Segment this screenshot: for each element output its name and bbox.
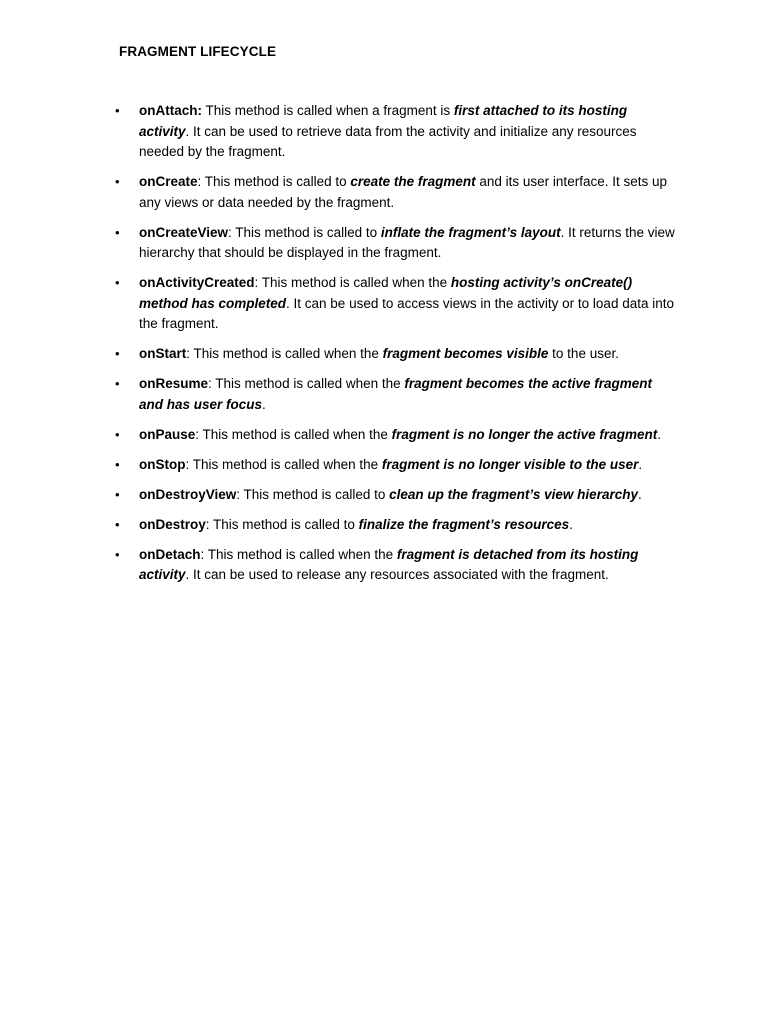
list-item-onresume [139,374,679,415]
method-text-lead: : This method is called when the [186,346,383,361]
method-text-lead: This method is called when a fragment is [202,103,454,118]
method-text-tail: and its user interface. It sets up any views or data needed by the fragment. [139,174,667,210]
list-item-onattach [139,101,679,163]
list-item-ondestroyview [139,485,679,506]
method-emphasis: fragment is no longer visible to the user [381,456,639,472]
list-item-onstart [139,344,679,365]
method-text-lead: : This method is called to [205,516,359,532]
method-text-tail: . It can be used to retrieve data from the activity and initialize any resources needed by the fragment. [139,123,637,159]
method-emphasis: fragment becomes visible [382,346,549,361]
method-emphasis: finalize the fragment’s resources [358,516,570,532]
method-emphasis: fragment is no longer the active fragment [391,426,658,442]
method-text-tail: . [638,456,643,472]
method-name: onDestroy [139,516,206,532]
method-text-tail: . [657,426,661,442]
method-text-lead: : This method is called to [197,174,351,189]
method-text-tail: . It returns the view hierarchy that should be displayed in the fragment. [139,224,675,260]
method-text-tail: . [637,486,642,502]
method-name: onCreate [139,174,198,189]
method-emphasis: hosting activity’s onCreate() method has completed [139,275,633,311]
method-text-tail: to the user. [548,346,619,361]
list-item-ondestroy [139,515,679,536]
list-item-oncreate [139,172,679,213]
method-emphasis: fragment is detached from its hosting activity [139,546,639,582]
method-emphasis: first attached to its hosting activity [139,103,628,139]
method-text-tail: . It can be used to access views in the activity or to load data into the fragment. [139,295,674,331]
lifecycle-list [139,101,679,595]
method-text-tail: . It can be used to release any resources associated with the fragment. [185,567,609,582]
method-text-lead: : This method is called to [228,224,381,240]
method-emphasis: create the fragment [350,174,476,189]
method-emphasis: fragment becomes the active fragment and has user focus [139,376,652,412]
method-emphasis: inflate the fragment’s layout [380,224,561,240]
method-text-tail: . [262,396,266,412]
method-name: onResume [139,376,209,391]
method-name: onActivityCreated [139,275,255,290]
method-name: onStop [139,456,186,472]
method-text-lead: : This method is called when the [200,546,397,562]
method-text-lead: : This method is called when the [195,426,392,442]
method-name: onStart [139,346,187,361]
method-name: onCreateView [139,224,229,240]
method-name: onDestroyView [139,486,237,502]
list-item-onstop [139,455,679,476]
method-text-lead: : This method is called when the [185,456,382,472]
method-text-lead: : This method is called to [236,486,390,502]
list-item-onactivitycreated [139,273,679,335]
method-emphasis: clean up the fragment’s view hierarchy [389,486,638,502]
document-title: FRAGMENT LIFECYCLE [119,44,277,59]
list-item-onpause [139,425,679,446]
list-item-oncreateview [139,223,679,264]
method-name: onAttach: [139,103,202,118]
method-text-lead: : This method is called when the [254,275,451,290]
method-name: onPause [139,426,196,442]
list-item-ondetach [139,545,679,586]
method-text-lead: : This method is called when the [208,376,405,391]
method-text-tail: . [569,516,573,532]
method-name: onDetach [139,546,201,562]
